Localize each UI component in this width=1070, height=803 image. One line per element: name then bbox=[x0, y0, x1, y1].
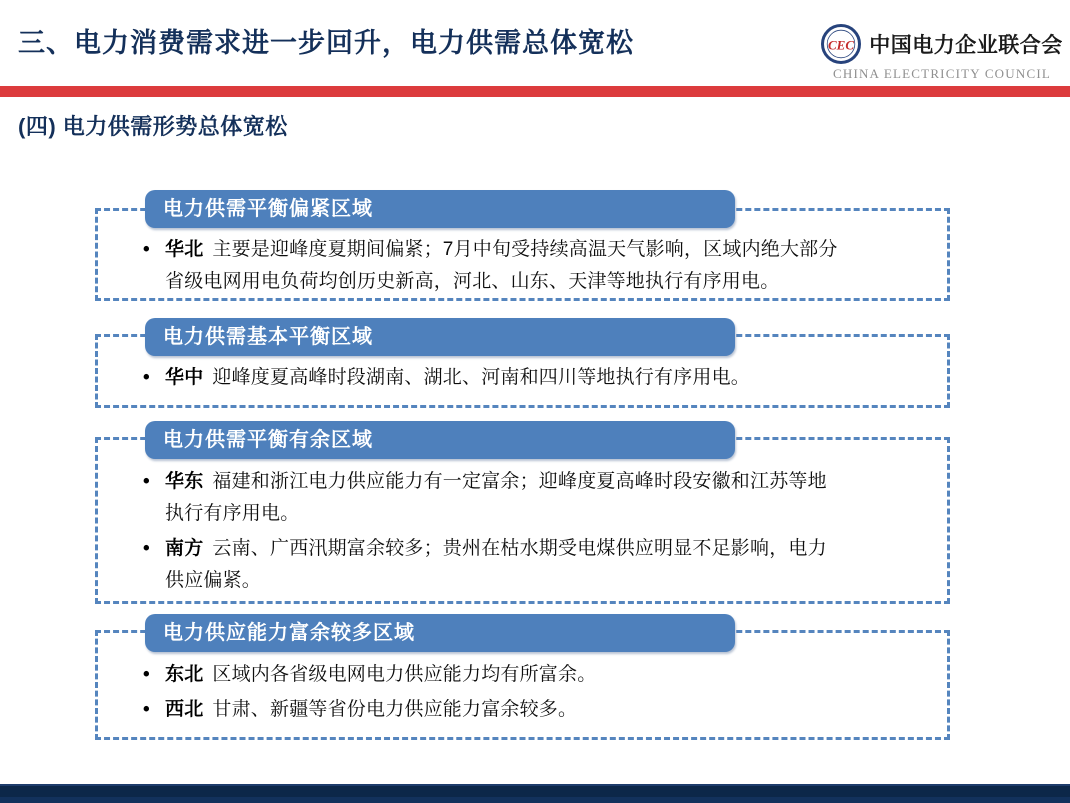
bullet-body: 主要是迎峰度夏期间偏紧；7月中旬受持续高温天气影响，区域内绝大部分省级电网用电负荷均创历史新高，河北、山东、天津等地执行有序用电。 bbox=[165, 239, 838, 292]
group-content bbox=[95, 437, 950, 597]
bullet-icon: • bbox=[143, 538, 150, 559]
region-group-tight-balance bbox=[95, 198, 950, 301]
group-header-bar: 电力供需平衡有余区域 bbox=[145, 421, 735, 459]
bullet-icon: • bbox=[143, 471, 150, 492]
cec-emblem-icon bbox=[821, 24, 861, 64]
bullet-icon: • bbox=[143, 664, 150, 685]
region-name: 南方 bbox=[165, 538, 204, 559]
bullet-body: 福建和浙江电力供应能力有一定富余；迎峰度夏高峰时段安徽和江苏等地执行有序用电。 bbox=[165, 471, 827, 524]
bullet-body: 甘肃、新疆等省份电力供应能力富余较多。 bbox=[212, 699, 578, 720]
bullet-body: 云南、广西汛期富余较多；贵州在枯水期受电煤供应明显不足影响，电力供应偏紧。 bbox=[165, 538, 827, 591]
region-name: 华中 bbox=[165, 367, 204, 388]
group-header-bar: 电力供需基本平衡区域 bbox=[145, 318, 735, 356]
bullet-text bbox=[165, 533, 841, 597]
bullet-text bbox=[165, 466, 841, 530]
bullet-body: 区域内各省级电网电力供应能力均有所富余。 bbox=[212, 664, 597, 685]
region-group-basic-balance bbox=[95, 326, 950, 408]
red-divider-bar bbox=[0, 86, 1070, 97]
bullet-icon: • bbox=[143, 699, 150, 720]
bullet-text bbox=[165, 234, 841, 298]
bullet-item bbox=[143, 362, 922, 394]
logo-row bbox=[821, 24, 1063, 64]
emblem-monogram: CEC bbox=[828, 37, 855, 53]
bullet-item bbox=[143, 659, 922, 691]
bullet-item bbox=[143, 466, 922, 530]
region-name: 东北 bbox=[165, 664, 204, 685]
page-title: 三、电力消费需求进一步回升，电力供需总体宽松 bbox=[18, 28, 634, 58]
group-header-bar: 电力供需平衡偏紧区域 bbox=[145, 190, 735, 228]
org-logo bbox=[822, 24, 1062, 82]
bullet-item bbox=[143, 694, 922, 726]
bullet-text bbox=[165, 362, 750, 394]
bullet-body: 迎峰度夏高峰时段湖南、湖北、河南和四川等地执行有序用电。 bbox=[212, 367, 751, 388]
bullet-item bbox=[143, 533, 922, 597]
org-name-en: CHINA ELECTRICITY COUNCIL bbox=[832, 66, 1051, 81]
region-name: 华北 bbox=[165, 239, 204, 260]
region-group-surplus-balance bbox=[95, 429, 950, 604]
group-header-bar: 电力供应能力富余较多区域 bbox=[145, 614, 735, 652]
bullet-icon: • bbox=[143, 367, 150, 388]
org-name-cn: 中国电力企业联合会 bbox=[869, 34, 1063, 57]
bullet-text bbox=[165, 694, 577, 726]
region-group-large-surplus bbox=[95, 622, 950, 740]
bullet-text bbox=[165, 659, 596, 691]
bullet-icon: • bbox=[143, 239, 150, 260]
section-subtitle: (四) 电力供需形势总体宽松 bbox=[18, 114, 288, 139]
region-name: 华东 bbox=[165, 471, 204, 492]
footer-navy-bar bbox=[0, 784, 1070, 803]
bullet-item bbox=[143, 234, 922, 298]
region-name: 西北 bbox=[165, 699, 204, 720]
